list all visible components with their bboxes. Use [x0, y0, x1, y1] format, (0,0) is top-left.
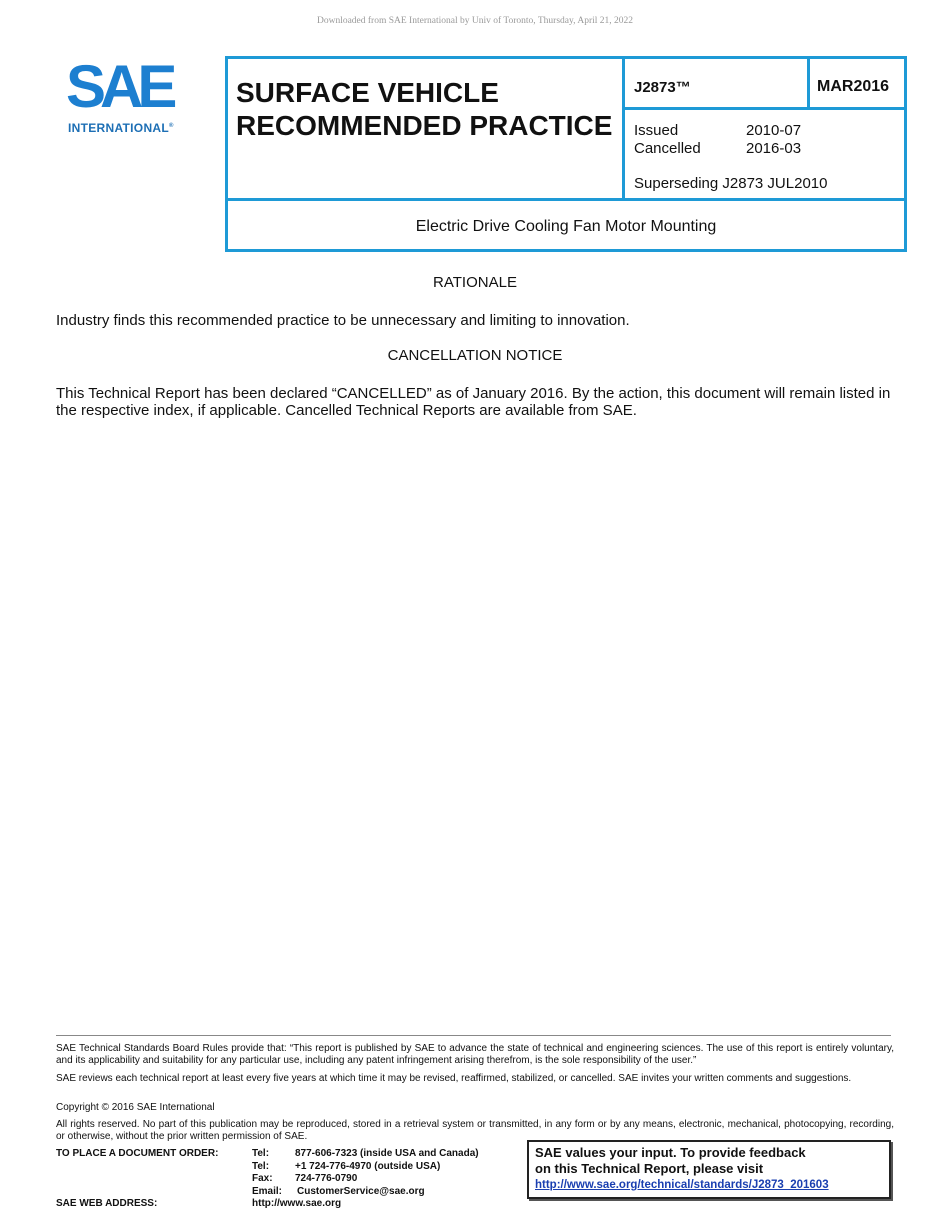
cancellation-heading: CANCELLATION NOTICE	[387, 347, 563, 364]
sae-logo	[62, 55, 197, 140]
contact-value-3: 724-776-0790	[295, 1173, 358, 1184]
contact-email[interactable]: CustomerService@sae.org	[297, 1186, 425, 1197]
document-number: J2873™	[634, 79, 691, 96]
review-text: SAE reviews each technical report at least every five years at which time it may be revised, reaffirmed, stabilized, or cancelled. SAE invites your written comments and suggestions.	[56, 1073, 852, 1084]
contact-label-4: Email:	[252, 1186, 283, 1197]
superseding-note: Superseding J2873 JUL2010	[634, 175, 828, 192]
contact-label-3: Fax:	[252, 1173, 273, 1184]
header-divider-horizontal	[225, 198, 907, 201]
rationale-text: Industry finds this recommended practice to be unnecessary and limiting to innovation.	[56, 312, 630, 329]
issued-label: Issued	[634, 122, 679, 139]
document-title: Electric Drive Cooling Fan Motor Mounting	[415, 218, 717, 235]
docnum-divider-vertical	[807, 56, 810, 109]
download-watermark: Downloaded from SAE International by Univ of Toronto, Thursday, April 21, 2022	[316, 16, 634, 26]
feedback-line-1: SAE values your input. To provide feedback	[535, 1145, 806, 1160]
contact-value-1: 877-606-7323 (inside USA and Canada)	[295, 1148, 479, 1159]
feedback-box	[527, 1140, 891, 1199]
document-type-title	[236, 76, 612, 142]
feedback-link[interactable]: http://www.sae.org/technical/standards/J2873_201603	[535, 1179, 829, 1191]
contact-label-1: Tel:	[252, 1148, 270, 1159]
sae-logo-wordmark: SAE	[66, 53, 172, 120]
cancellation-text: This Technical Report has been declared “CANCELLED” as of January 2016. By the action, this document will remain listed in the respective index, if applicable. Cancelled Technical Reports are available from SAE.	[56, 385, 891, 419]
cancelled-label: Cancelled	[634, 140, 701, 157]
header-divider-vertical	[622, 56, 625, 199]
rationale-heading: RATIONALE	[433, 274, 517, 291]
title-line-2: RECOMMENDED PRACTICE	[236, 110, 613, 141]
cancelled-value: 2016-03	[746, 140, 802, 157]
feedback-line-2: on this Technical Report, please visit	[535, 1161, 764, 1176]
copyright-text: Copyright © 2016 SAE International	[56, 1102, 215, 1113]
footer-rule	[56, 1035, 891, 1036]
board-rules-text: SAE Technical Standards Board Rules provide that: “This report is published by SAE to advance the state of technical and engineering sciences. The use of this report is entirely voluntary, and its applicability and suitability for any particular use, including any patent infringement arising therefrom, is the sole responsibility of the user.”	[56, 1043, 894, 1066]
title-line-1: SURFACE VEHICLE	[236, 77, 499, 108]
sae-logo-international: INTERNATIONAL®	[68, 121, 174, 135]
rights-text: All rights reserved. No part of this publication may be reproduced, stored in a retrieval system or transmitted, in any form or by any means, electronic, mechanical, photocopying, recording, or otherwise, without the prior written permission of SAE.	[56, 1119, 894, 1142]
web-address-label: SAE WEB ADDRESS:	[56, 1198, 158, 1209]
docnum-divider-horizontal	[622, 107, 907, 110]
contact-value-2: +1 724-776-4970 (outside USA)	[295, 1161, 441, 1172]
web-address-link[interactable]: http://www.sae.org	[252, 1198, 342, 1209]
contact-label-2: Tel:	[252, 1161, 270, 1172]
order-label: TO PLACE A DOCUMENT ORDER:	[56, 1148, 219, 1159]
issued-value: 2010-07	[746, 122, 802, 139]
document-date: MAR2016	[817, 78, 890, 95]
